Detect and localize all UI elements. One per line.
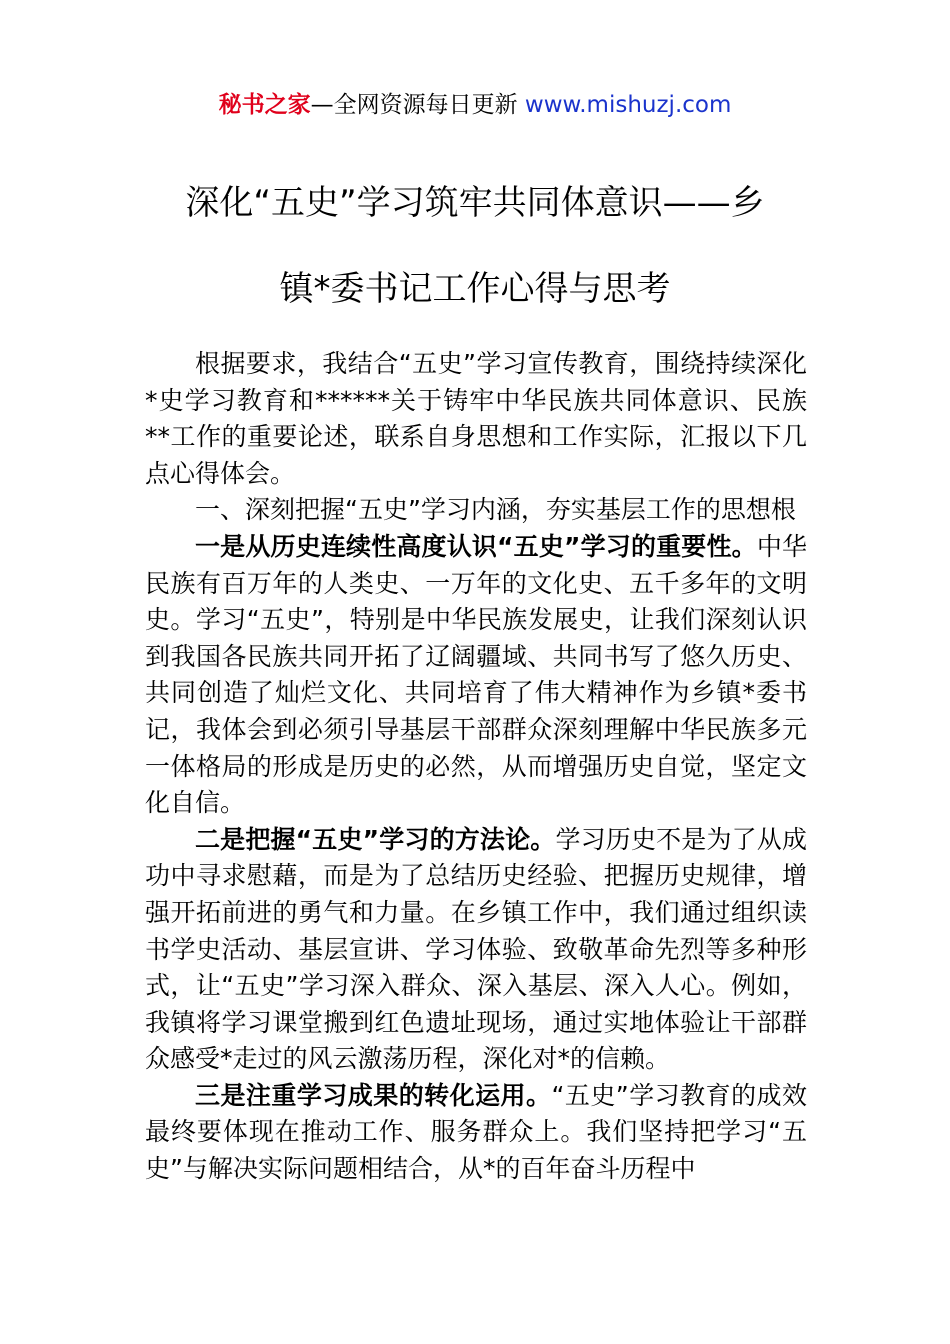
document-body bbox=[145, 346, 807, 1188]
paragraph-lead: 二是把握“五史”学习的方法论。 bbox=[195, 824, 556, 854]
paragraph-point-1 bbox=[145, 529, 807, 822]
site-url-link[interactable]: www.mishuzj.com bbox=[524, 92, 732, 118]
paragraph-point-3 bbox=[145, 1078, 807, 1188]
section-heading-1 bbox=[145, 492, 807, 529]
paragraph-text: 学习历史不是为了从成功中寻求慰藉，而是为了总结历史经验、把握历史规律，增强开拓前进的勇气和力量。在乡镇工作中，我们通过组织读书学史活动、基层宣讲、学习体验、致敬革命先烈等多种形式，让“五史”学习深入群众、深入基层、深入人心。例如，我镇将学习课堂搬到红色遗址现场，通过实地体验让干部群众感受*走过的风云激荡历程，深化对*的信赖。 bbox=[145, 824, 807, 1074]
title-line-1: 深化“五史”学习筑牢共同体意识——乡 bbox=[185, 183, 765, 223]
paragraph-text: 根据要求，我结合“五史”学习宣传教育，围绕持续深化*史学习教育和******关于铸牢中华民族共同体意识、民族**工作的重要论述，联系自身思想和工作实际，汇报以下几点心得体会。 bbox=[145, 349, 807, 488]
paragraph-intro bbox=[145, 346, 807, 492]
heading-text: 一、深刻把握“五史”学习内涵，夯实基层工作的思想根 bbox=[195, 495, 796, 525]
paragraph-text: “五史”学习教育的成效最终要体现在推动工作、服务群众上。我们坚持把学习“五史”与解决实际问题相结合，从*的百年奋斗历程中 bbox=[145, 1080, 807, 1184]
brand-name: 秘书之家 bbox=[218, 92, 311, 118]
paragraph-point-2 bbox=[145, 822, 807, 1078]
title-line-2: 镇*委书记工作心得与思考 bbox=[279, 269, 671, 309]
header-slogan: —全网资源每日更新 bbox=[310, 92, 525, 118]
site-header bbox=[0, 88, 950, 122]
paragraph-lead: 三是注重学习成果的转化运用。 bbox=[195, 1080, 552, 1110]
paragraph-text: 中华民族有百万年的人类史、一万年的文化史、五千多年的文明史。学习“五史”，特别是中华民族发展史，让我们深刻认识到我国各民族共同开拓了辽阔疆域、共同书写了悠久历史、共同创造了灿烂文化、共同培育了伟大精神作为乡镇*委书记，我体会到必须引导基层干部群众深刻理解中华民族多元一体格局的形成是历史的必然，从而增强历史自觉，坚定文化自信。 bbox=[145, 531, 807, 818]
paragraph-lead: 一是从历史连续性高度认识“五史”学习的重要性。 bbox=[195, 531, 757, 561]
document-title bbox=[100, 160, 850, 332]
